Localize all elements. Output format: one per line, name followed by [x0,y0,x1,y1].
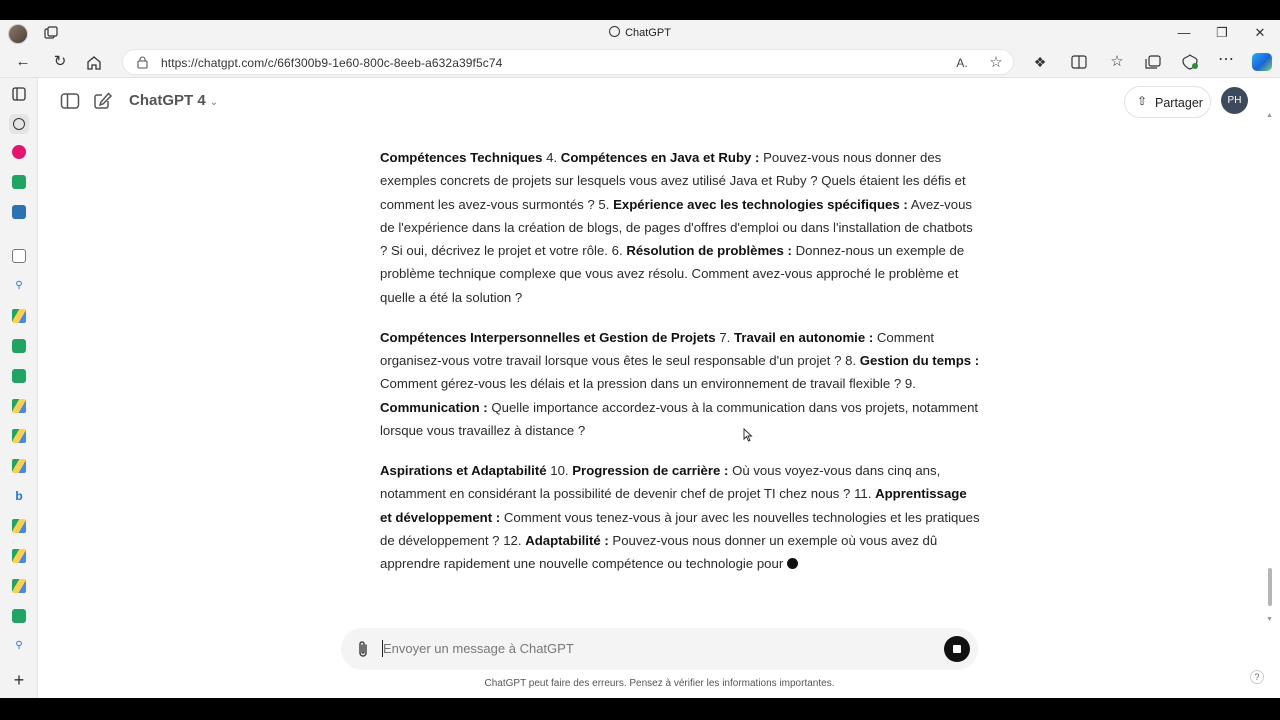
drive-icon[interactable] [12,579,26,593]
back-button[interactable]: ← [15,53,31,70]
question-text: Comment gérez-vous les délais et la pression dans un environnement de travail flexible ? [380,376,902,392]
share-icon: ⇧ [1137,94,1148,108]
sheets-icon[interactable] [12,175,26,189]
drive-icon[interactable] [12,549,26,563]
question-text: Avez-vous de l'expérience dans la création de blogs, de pages d'offres d'emploi ou dans l'installation de chatbots ? Si oui, décrivez le projet et votre rôle. [380,196,973,259]
stop-generating-button[interactable] [944,636,970,662]
drive-icon[interactable] [12,399,26,413]
monday-icon[interactable] [12,145,26,159]
disclaimer-text: ChatGPT peut faire des erreurs. Pensez à vérifier les informations importantes. [484,678,835,689]
question-number: 7. [719,329,731,345]
scroll-up-arrow[interactable]: ▲ [1266,112,1273,119]
share-button[interactable]: ⇧ Partager [1124,86,1211,118]
question-text: Pouvez-vous nous donner des exemples concrets de projets sur lesquels vous avez utilisé Java et Ruby ? Quels étaient les défis et comment les avez-vous surmontés ? [380,150,966,212]
chat-app [39,78,1280,698]
message-section [380,146,980,309]
home-icon[interactable] [86,55,102,70]
question-number: 9. [904,376,916,392]
search-icon[interactable]: ⚲ [15,640,23,651]
taskbar-edge [0,698,1280,720]
read-aloud-icon[interactable]: A. [956,56,968,70]
message-input[interactable]: Envoyer un message à ChatGPT [383,641,574,656]
question-text: Comment vous tenez-vous à jour avec les nouvelles technologies et les pratiques de développement ? [380,509,980,549]
refresh-button[interactable]: ↻ [53,53,67,70]
title-bar [0,20,1280,46]
tabs-icon[interactable] [12,87,26,101]
question-label: Travail en autonomie : [734,329,874,345]
favorites-icon[interactable]: ☆ [1110,53,1124,70]
document-icon[interactable] [12,249,26,263]
restore-button[interactable]: ❐ [1216,25,1228,40]
stop-icon [953,645,961,653]
streaming-cursor-icon [787,558,798,569]
search-icon[interactable]: ⚲ [15,280,23,291]
navigation-bar [0,46,1280,78]
question-label: Adaptabilité : [525,533,609,549]
minimize-button[interactable]: — [1177,25,1191,40]
question-text: Où vous voyez-vous dans cinq ans, notamment en considérant la possibilité de devenir chef de projet TI chez nous ? [380,463,941,502]
question-number: 10. [550,463,569,479]
question-number: 6. [611,243,623,259]
chatgpt-icon [609,26,620,37]
browser-sidebar [0,78,38,698]
extensions-icon[interactable]: ❖ [1033,54,1047,70]
sheets-icon[interactable] [12,369,26,383]
question-text: Comment organisez-vous votre travail lorsque vous êtes le seul responsable d'un projet ? [380,329,935,369]
chatgpt-tab-icon[interactable] [9,114,29,134]
question-text: Pouvez-vous nous donner un exemple où vous avez dû apprendre rapidement une nouvelle compétence ou technologie pour [380,533,938,572]
message-composer[interactable] [341,628,978,670]
close-button[interactable]: ✕ [1254,25,1266,40]
question-text: Donnez-nous un exemple de problème technique complexe que vous avez résolu. Comment avez-vous approché le problème et quelle a été la solution ? [380,243,965,305]
question-text: Quelle importance accordez-vous à la communication dans vos projets, notamment lorsque vous travaillez à distance ? [380,399,979,439]
drive-icon[interactable] [12,459,26,473]
window-title: ChatGPT [0,26,1280,39]
question-label: Compétences en Java et Ruby : [560,150,760,165]
question-label: Gestion du temps : [859,353,980,369]
model-selector[interactable]: ChatGPT 4 ⌄ [129,92,219,109]
favorite-star-icon[interactable]: ☆ [989,54,1003,71]
question-label: Communication : [380,399,488,415]
add-icon[interactable]: + [13,670,25,690]
message-section [380,459,980,575]
drive-icon[interactable] [12,309,26,323]
question-label: Résolution de problèmes : [626,243,792,259]
browser-essentials-icon[interactable] [1182,54,1199,70]
mouse-pointer-icon [743,428,753,442]
collections-icon[interactable] [1145,55,1161,70]
linkedin-icon[interactable] [12,205,26,219]
question-label: Progression de carrière : [572,463,729,479]
lock-icon[interactable] [137,56,148,69]
sheets-icon[interactable] [12,339,26,353]
bing-icon[interactable]: b [15,489,23,503]
question-number: 4. [546,150,558,165]
question-number: 11. [854,486,872,502]
address-bar[interactable] [122,49,1014,75]
split-screen-icon[interactable] [1071,55,1087,69]
help-button[interactable]: ? [1250,670,1264,684]
question-label: Apprentissage et développement : [380,486,967,525]
scroll-down-arrow[interactable]: ▼ [1266,616,1273,623]
assistant-message [380,146,980,592]
question-label: Expérience avec les technologies spécifiques : [613,196,908,212]
section-heading: Compétences Techniques [380,150,543,165]
drive-icon[interactable] [12,429,26,443]
sidebar-toggle-icon[interactable] [60,92,80,110]
drive-icon[interactable] [12,519,26,533]
message-section [380,326,980,442]
user-avatar[interactable]: PH [1221,87,1248,114]
new-chat-icon[interactable] [93,92,113,110]
attach-icon[interactable] [355,639,371,659]
copilot-icon[interactable] [1252,53,1272,71]
more-options-icon[interactable]: ⋯ [1218,51,1234,68]
section-heading: Aspirations et Adaptabilité [380,463,547,479]
question-number: 8. [845,353,857,369]
browser-window [0,20,1280,698]
question-number: 5. [598,196,610,212]
sheets-icon[interactable] [12,609,26,623]
chevron-down-icon: ⌄ [209,97,219,108]
scrollbar-thumb[interactable] [1268,568,1272,606]
question-number: 12. [503,533,522,549]
url-text[interactable]: https://chatgpt.com/c/66f300b9-1e60-800c-8eeb-a632a39f5c74 [161,56,503,70]
section-heading: Compétences Interpersonnelles et Gestion de Projets [380,329,716,345]
